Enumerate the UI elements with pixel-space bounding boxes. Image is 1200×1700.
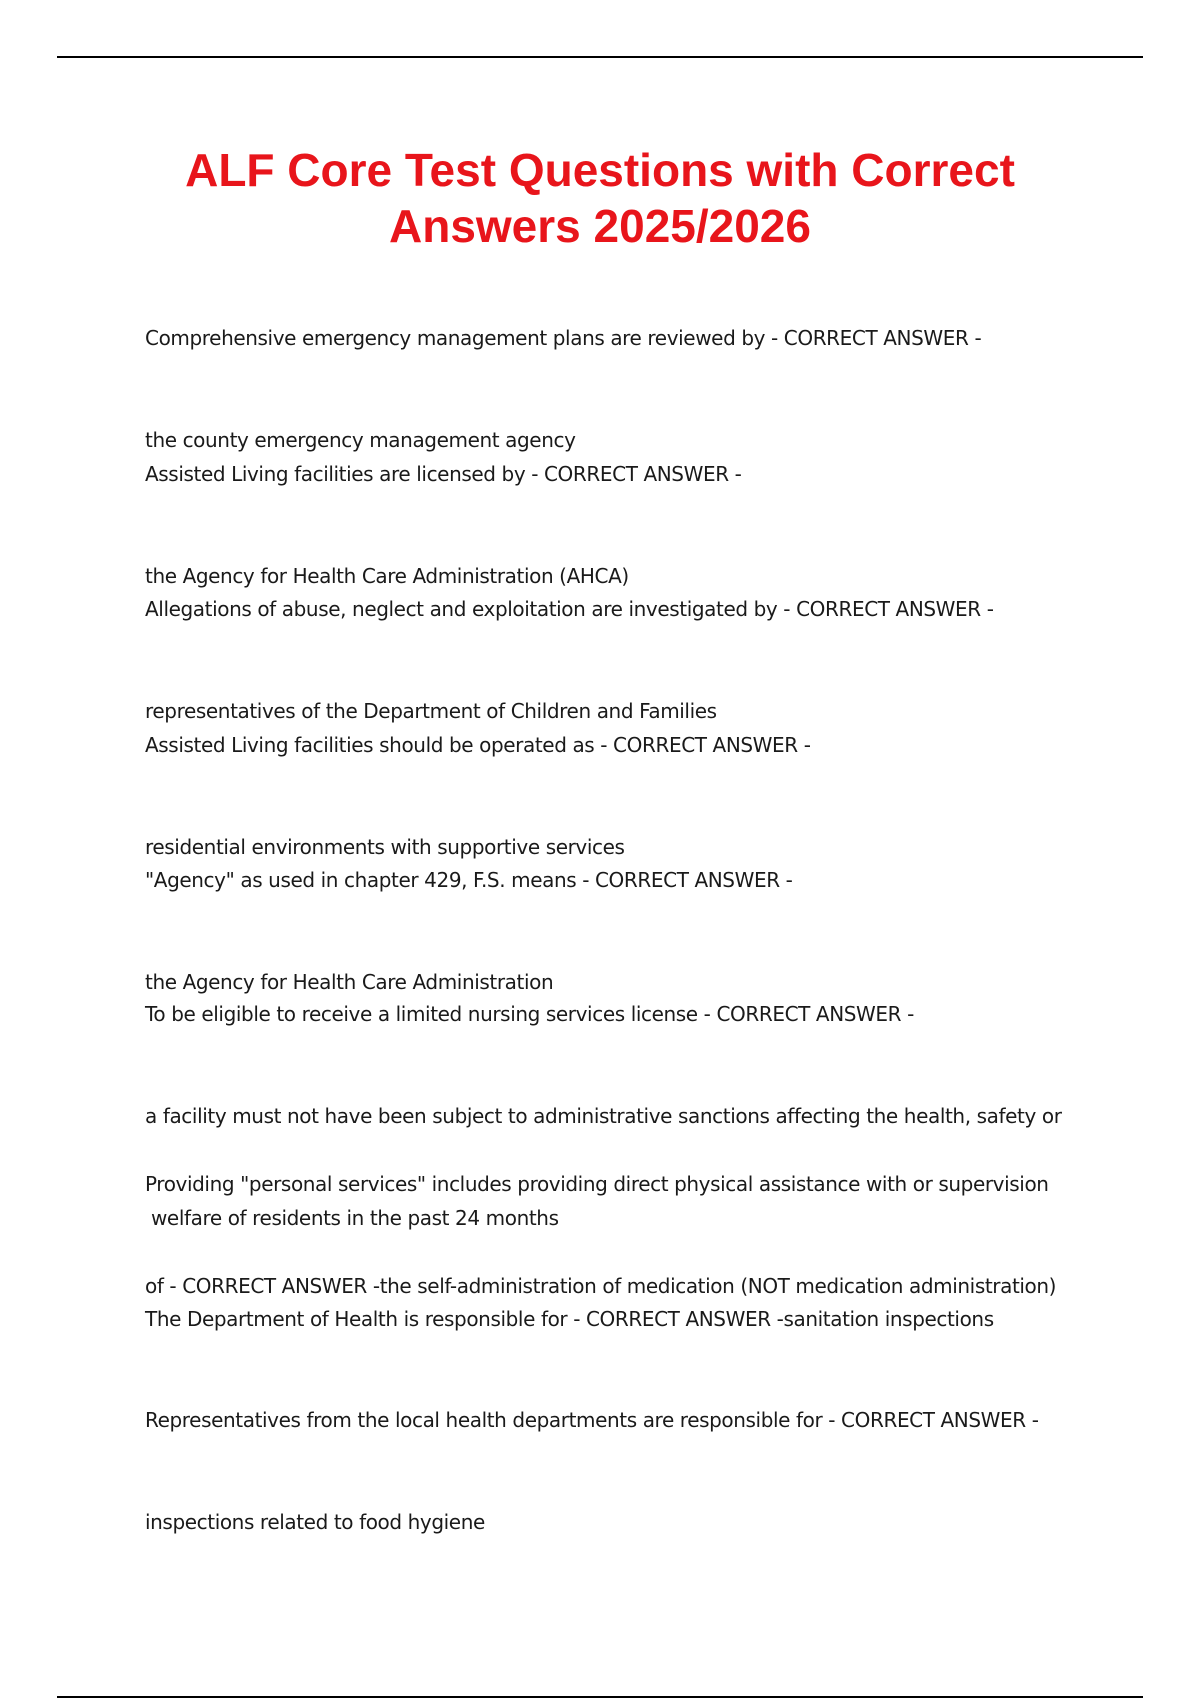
bottom-divider — [57, 1696, 1143, 1698]
qa-line: residential environments with supportive services — [145, 835, 625, 859]
qa-item — [145, 1335, 1105, 1573]
qa-line: Providing "personal services" includes providing direct physical assistance with or supervision — [145, 1172, 1049, 1196]
qa-line: the county emergency management agency — [145, 428, 576, 452]
qa-line: representatives of the Department of Children and Families — [145, 699, 717, 723]
qa-line: the Agency for Health Care Administration — [145, 970, 554, 994]
qa-line: To be eligible to receive a limited nursing services license - CORRECT ANSWER - — [145, 1002, 914, 1026]
qa-line: Assisted Living facilities are licensed by - CORRECT ANSWER - — [145, 462, 742, 486]
qa-line: of - CORRECT ANSWER -the self-administration of medication (NOT medication administration) — [145, 1274, 1057, 1298]
page-title — [0, 142, 1200, 254]
qa-line: Assisted Living facilities should be operated as - CORRECT ANSWER - — [145, 733, 811, 757]
qa-line: inspections related to food hygiene — [145, 1510, 485, 1534]
qa-line: Representatives from the local health departments are responsible for - CORRECT ANSWER - — [145, 1408, 1039, 1432]
qa-line: "Agency" as used in chapter 429, F.S. means - CORRECT ANSWER - — [145, 868, 793, 892]
qa-line: Comprehensive emergency management plans are reviewed by - CORRECT ANSWER - — [145, 326, 982, 350]
qa-line: the Agency for Health Care Administration (AHCA) — [145, 564, 629, 588]
qa-line: welfare of residents in the past 24 months — [145, 1206, 559, 1230]
page-title-line: Answers 2025/2026 — [389, 200, 811, 252]
qa-line: a facility must not have been subject to administrative sanctions affecting the health, safety or — [145, 1104, 1062, 1128]
page-title-line: ALF Core Test Questions with Correct — [185, 144, 1015, 196]
top-divider — [57, 56, 1143, 58]
qa-line: Allegations of abuse, neglect and exploitation are investigated by - CORRECT ANSWER - — [145, 597, 994, 621]
qa-line: The Department of Health is responsible for - CORRECT ANSWER -sanitation inspections — [145, 1307, 994, 1331]
